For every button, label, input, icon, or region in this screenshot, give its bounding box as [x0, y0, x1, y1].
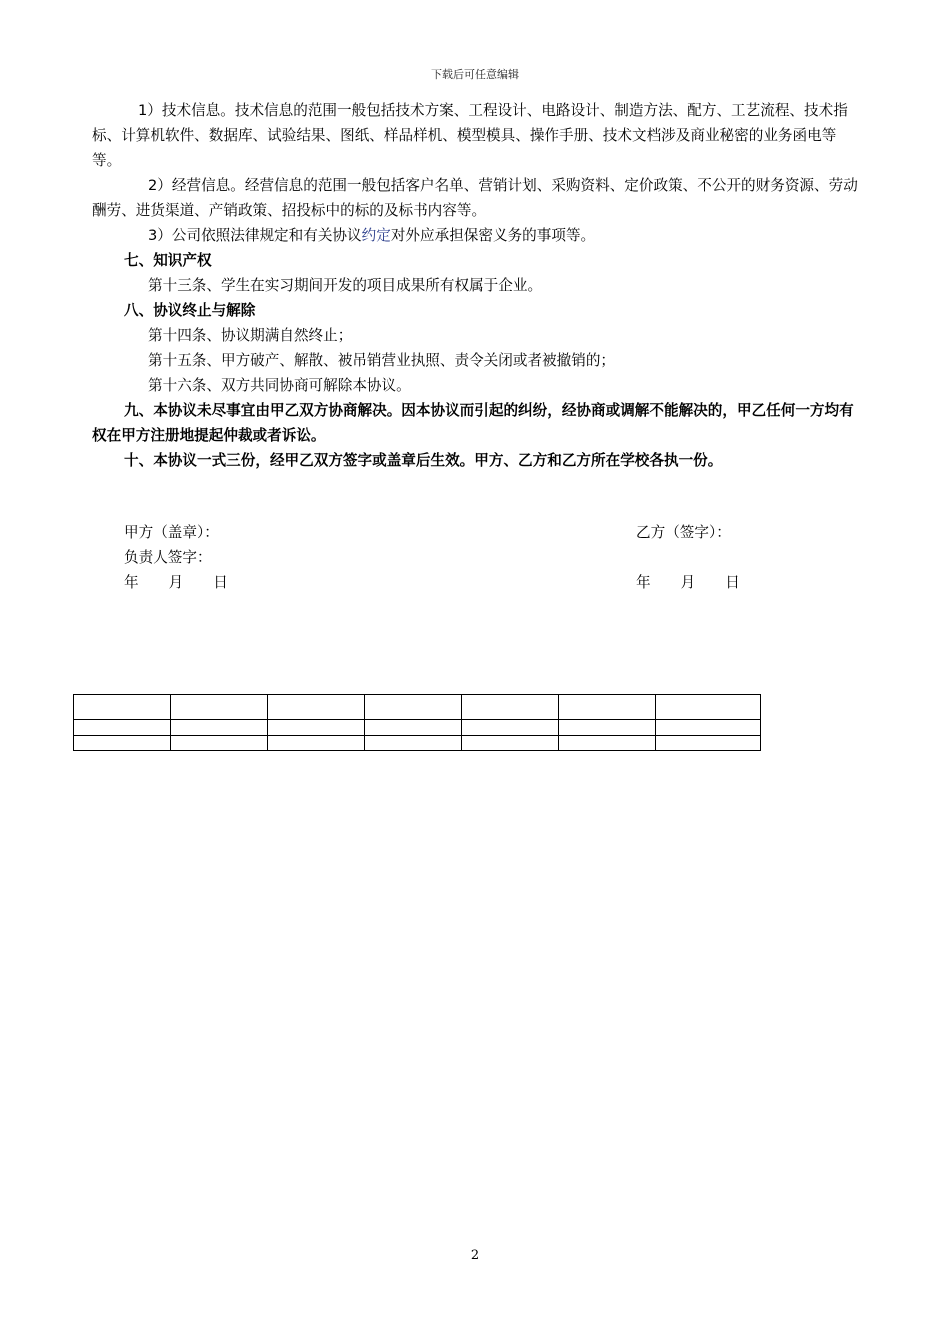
empty-table: [73, 694, 761, 751]
table-cell: [365, 736, 462, 751]
paragraph-legal-text-start: 3）公司依照法律规定和有关协议: [148, 227, 362, 244]
year-label: 年: [124, 574, 139, 591]
page-number: 2: [470, 1248, 480, 1263]
section-heading-termination: 八、协议终止与解除: [124, 302, 256, 319]
table-cell: [268, 736, 365, 751]
article-16: 第十六条、双方共同协商可解除本协议。: [148, 377, 411, 394]
section-copies: 十、本协议一式三份，经甲乙双方签字或盖章后生效。甲方、乙方和乙方所在学校各执一份。: [124, 452, 723, 469]
paragraph-legal-text-end: 对外应承担保密义务的事项等。: [390, 227, 596, 244]
paragraph-technical-info: 1）技术信息。技术信息的范围一般包括技术方案、工程设计、电路设计、制造方法、配方、工艺流程、技术指标、计算机软件、数据库、试验结果、图纸、样品样机、模型模具、操作手册、技术文档涉及商业秘密的业务函电等等。: [92, 102, 848, 169]
table-cell: [559, 695, 656, 720]
table-cell: [171, 720, 268, 736]
table-cell: [268, 695, 365, 720]
month-label: 月: [168, 574, 184, 591]
table-cell: [559, 736, 656, 751]
table-cell: [462, 720, 559, 736]
table-cell: [656, 720, 761, 736]
section-heading-ip: 七、知识产权: [124, 252, 212, 269]
document-body: [92, 98, 860, 473]
table-cell: [462, 736, 559, 751]
table-cell: [171, 736, 268, 751]
month-label: 月: [680, 574, 696, 591]
article-14: 第十四条、协议期满自然终止；: [148, 327, 353, 344]
table-cell: [74, 695, 171, 720]
table-cell: [656, 695, 761, 720]
table-row: [74, 695, 761, 720]
day-label: 日: [725, 574, 740, 591]
paragraph-business-info: 2）经营信息。经营信息的范围一般包括客户名单、营销计划、采购资料、定价政策、不公开的财务资源、劳动酬劳、进货渠道、产销政策、招投标中的标的及标书内容等。: [92, 177, 858, 219]
party-b-date: [636, 571, 740, 595]
table-row: [74, 736, 761, 751]
table-cell: [74, 720, 171, 736]
day-label: 日: [213, 574, 228, 591]
signature-row-dates: [124, 571, 764, 595]
agreement-link[interactable]: 约定: [361, 227, 391, 244]
party-a-date: [124, 574, 228, 591]
page-header: 下载后可任意编辑: [431, 68, 519, 81]
table-cell: [656, 736, 761, 751]
year-label: 年: [636, 574, 651, 591]
responsible-person-label: 负责人签字：: [124, 549, 212, 566]
party-a-seal-label: 甲方（盖章）：: [124, 524, 219, 541]
signature-row-responsible: [124, 546, 764, 570]
table-cell: [74, 736, 171, 751]
paragraph-legal-obligation: [92, 223, 860, 248]
table-cell: [559, 720, 656, 736]
signature-row-parties: [124, 521, 764, 545]
table-row: [74, 720, 761, 736]
table-cell: [365, 695, 462, 720]
table-cell: [462, 695, 559, 720]
table-cell: [171, 695, 268, 720]
table-cell: [365, 720, 462, 736]
article-15: 第十五条、甲方破产、解散、被吊销营业执照、责令关闭或者被撤销的；: [148, 352, 616, 369]
party-b-sign-label: 乙方（签字）：: [636, 524, 731, 541]
section-dispute-resolution: 九、本协议未尽事宜由甲乙双方协商解决。因本协议而引起的纠纷，经协商或调解不能解决的，甲乙任何一方均有权在甲方注册地提起仲裁或者诉讼。: [92, 402, 854, 444]
article-13: 第十三条、学生在实习期间开发的项目成果所有权属于企业。: [148, 277, 543, 294]
table-cell: [268, 720, 365, 736]
